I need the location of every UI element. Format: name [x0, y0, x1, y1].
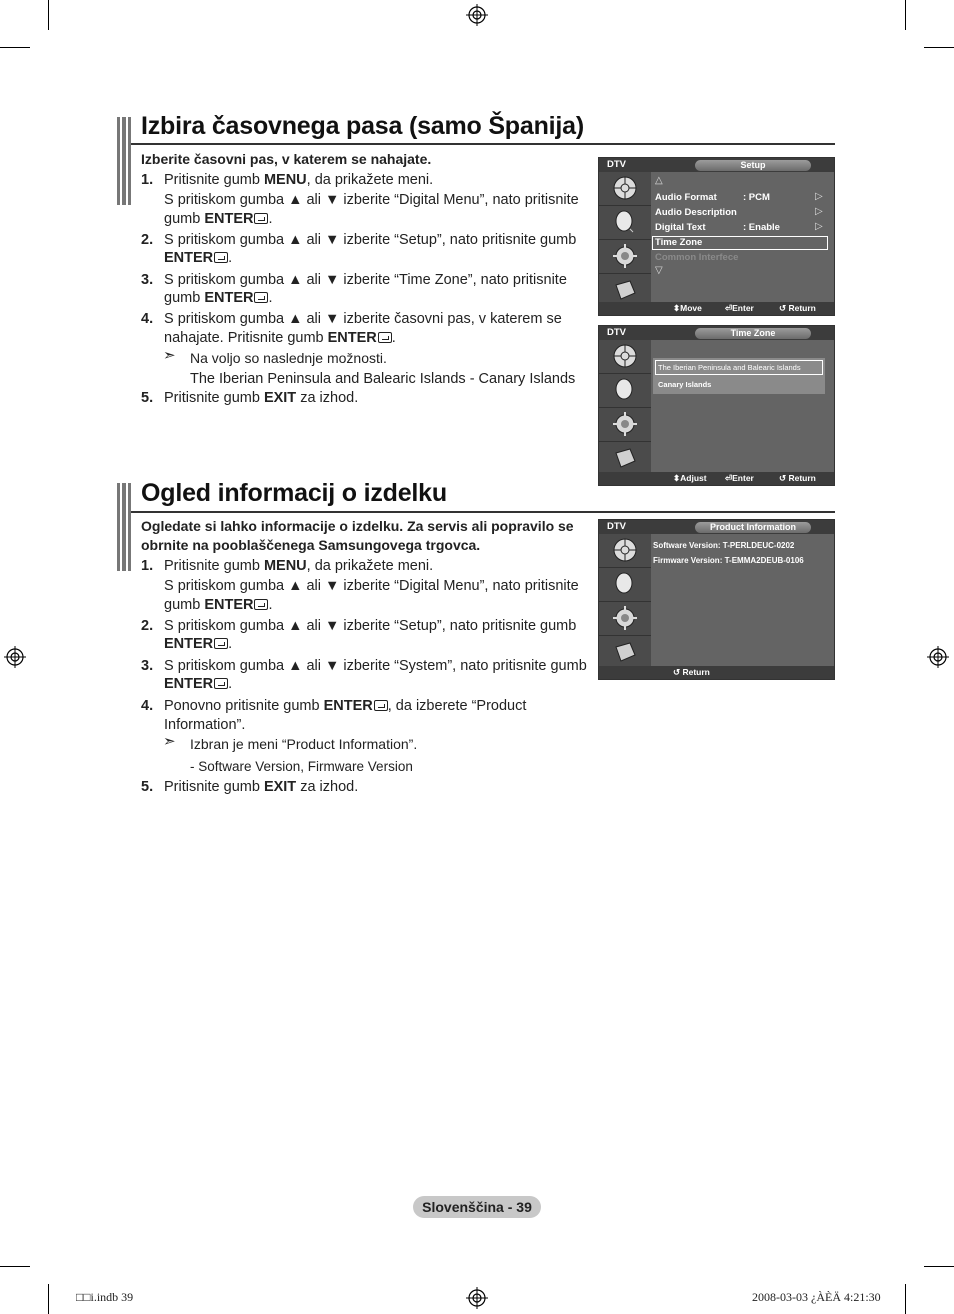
crop-mark	[48, 1284, 49, 1314]
tv-menu-product-information: DTV Product Information Software Version: T-PERLDEUC-0202 Firmware Version: T-EMMA2DEUB-0106 ↺ Return	[598, 519, 835, 680]
menu-row-time-zone[interactable]: Time Zone	[655, 237, 703, 248]
enter-icon	[214, 252, 228, 263]
enter-icon	[254, 599, 268, 610]
menu-tab-product-information[interactable]: Product Information	[695, 522, 811, 533]
menu-footer: ⬍Adjust ⏎Enter ↺ Return	[599, 472, 834, 485]
chevron-right-icon: ▷	[815, 221, 823, 232]
menu-tab-time-zone[interactable]: Time Zone	[695, 328, 811, 339]
note-detail: - Software Version, Firmware Version	[190, 759, 413, 774]
section-title: Ogled informacij o izdelku	[141, 479, 447, 507]
crop-mark	[924, 47, 954, 48]
picture-menu-icon[interactable]	[603, 172, 647, 204]
menu-row-audio-description[interactable]: Audio Description	[655, 207, 737, 218]
picture-menu-icon[interactable]	[603, 340, 647, 372]
firmware-version: Firmware Version: T-EMMA2DEUB-0106	[653, 556, 804, 565]
menu-sidebar	[599, 534, 651, 668]
picture-menu-icon[interactable]	[603, 534, 647, 566]
crop-mark	[905, 0, 906, 30]
sound-menu-icon[interactable]	[603, 568, 647, 600]
menu-footer: ↺ Return	[599, 666, 834, 679]
enter-icon	[214, 678, 228, 689]
menu-row-digital-text[interactable]: Digital Text	[655, 222, 706, 233]
section-bar	[117, 483, 131, 571]
step-2: 2. S pritiskom gumba ▲ ali ▼ izberite “Setup”, nato pritisnite gumb ENTER .	[141, 618, 577, 652]
section-divider	[131, 511, 835, 513]
chevron-right-icon: ▷	[815, 191, 823, 202]
registration-mark-icon	[4, 646, 26, 668]
step-3: 3. S pritiskom gumba ▲ ali ▼ izberite “Time Zone”, nato pritisnite gumb ENTER .	[141, 272, 567, 306]
software-version: Software Version: T-PERLDEUC-0202	[653, 541, 795, 550]
crop-mark	[905, 1284, 906, 1314]
setup-gear-icon[interactable]	[603, 240, 647, 272]
menu-row-audio-format[interactable]: Audio Format	[655, 192, 717, 203]
crop-mark	[0, 1266, 30, 1267]
input-menu-icon[interactable]	[603, 442, 647, 474]
enter-icon	[374, 700, 388, 711]
section-lead: Ogledate si lahko informacije o izdelku. Za servis ali popravilo se	[141, 518, 574, 534]
registration-mark-icon	[466, 4, 488, 26]
print-timestamp: 2008-03-03 ¿ÀÈÄ 4:21:30	[752, 1290, 881, 1304]
scroll-down-icon[interactable]: ▽	[655, 265, 663, 276]
section-divider	[131, 143, 835, 145]
print-file-info: □□i.indb 39	[76, 1290, 134, 1304]
registration-mark-icon	[927, 646, 949, 668]
registration-mark-icon	[466, 1287, 488, 1309]
menu-row-common-interface[interactable]: Common Interfece	[655, 252, 739, 263]
option-iberian-peninsula[interactable]: The Iberian Peninsula and Balearic Islands	[658, 363, 801, 372]
step-5: 5. Pritisnite gumb EXIT za izhod.	[141, 779, 359, 795]
section-lead: Izberite časovni pas, v katerem se nahajate.	[141, 151, 432, 167]
menu-tab-setup[interactable]: Setup	[695, 160, 811, 171]
chevron-right-icon: ▷	[815, 206, 823, 217]
section-bar	[117, 117, 131, 205]
input-menu-icon[interactable]	[603, 636, 647, 668]
note-text: Izbran je meni “Product Information”.	[190, 736, 418, 752]
page-number-badge: Slovenščina - 39	[413, 1196, 541, 1218]
setup-gear-icon[interactable]	[603, 408, 647, 440]
option-canary-islands[interactable]: Canary Islands	[658, 380, 712, 389]
step-4: 4. Ponovno pritisnite gumb ENTER , da izberete “Product Information”.	[141, 698, 527, 733]
section-lead: obrnite na pooblaščenega Samsungovega trgovca.	[141, 537, 481, 553]
enter-icon	[254, 213, 268, 224]
note-arrow-icon: ➣	[163, 347, 176, 364]
setup-gear-icon[interactable]	[603, 602, 647, 634]
menu-sidebar	[599, 172, 651, 304]
enter-icon	[378, 332, 392, 343]
menu-sidebar	[599, 340, 651, 474]
crop-mark	[0, 47, 30, 48]
note-text: Na voljo so naslednje možnosti.	[190, 350, 387, 366]
step-4: 4. S pritiskom gumba ▲ ali ▼ izberite časovni pas, v katerem se nahajate. Pritisnite gumb ENTER .	[141, 311, 562, 346]
step-2: 2. S pritiskom gumba ▲ ali ▼ izberite “Setup”, nato pritisnite gumb ENTER .	[141, 232, 577, 266]
scroll-up-icon[interactable]: △	[655, 175, 663, 186]
step-5: 5. Pritisnite gumb EXIT za izhod.	[141, 390, 359, 406]
note-options: The Iberian Peninsula and Balearic Islands - Canary Islands	[190, 371, 576, 387]
note-arrow-icon: ➣	[163, 733, 176, 750]
sound-menu-icon[interactable]	[603, 374, 647, 406]
crop-mark	[48, 0, 49, 30]
step-1: 1. Pritisnite gumb MENU, da prikažete meni. S pritiskom gumba ▲ ali ▼ izberite “Digital Menu”, nato pritisnite gumb ENTER .	[141, 558, 579, 613]
step-3: 3. S pritiskom gumba ▲ ali ▼ izberite “System”, nato pritisnite gumb ENTER .	[141, 658, 587, 692]
enter-icon	[254, 292, 268, 303]
sound-menu-icon[interactable]	[603, 206, 647, 238]
crop-mark	[924, 1266, 954, 1267]
tv-menu-setup: DTV Setup △ Audio Format : PCM ▷ Audio Description ▷ Digital Text : Enable ▷ Time Zone Common Interfece ▽ ⬍Move ⏎Enter ↺ Return	[598, 157, 835, 316]
section-title: Izbira časovnega pasa (samo Španija)	[141, 112, 584, 140]
step-1: 1. Pritisnite gumb MENU, da prikažete meni. S pritiskom gumba ▲ ali ▼ izberite “Digital Menu”, nato pritisnite gumb ENTER .	[141, 172, 579, 227]
enter-icon	[214, 638, 228, 649]
menu-footer: ⬍Move ⏎Enter ↺ Return	[599, 302, 834, 315]
tv-menu-time-zone: DTV Time Zone The Iberian Peninsula and Balearic Islands Canary Islands ⬍Adjust ⏎Enter ↺ Return	[598, 325, 835, 486]
